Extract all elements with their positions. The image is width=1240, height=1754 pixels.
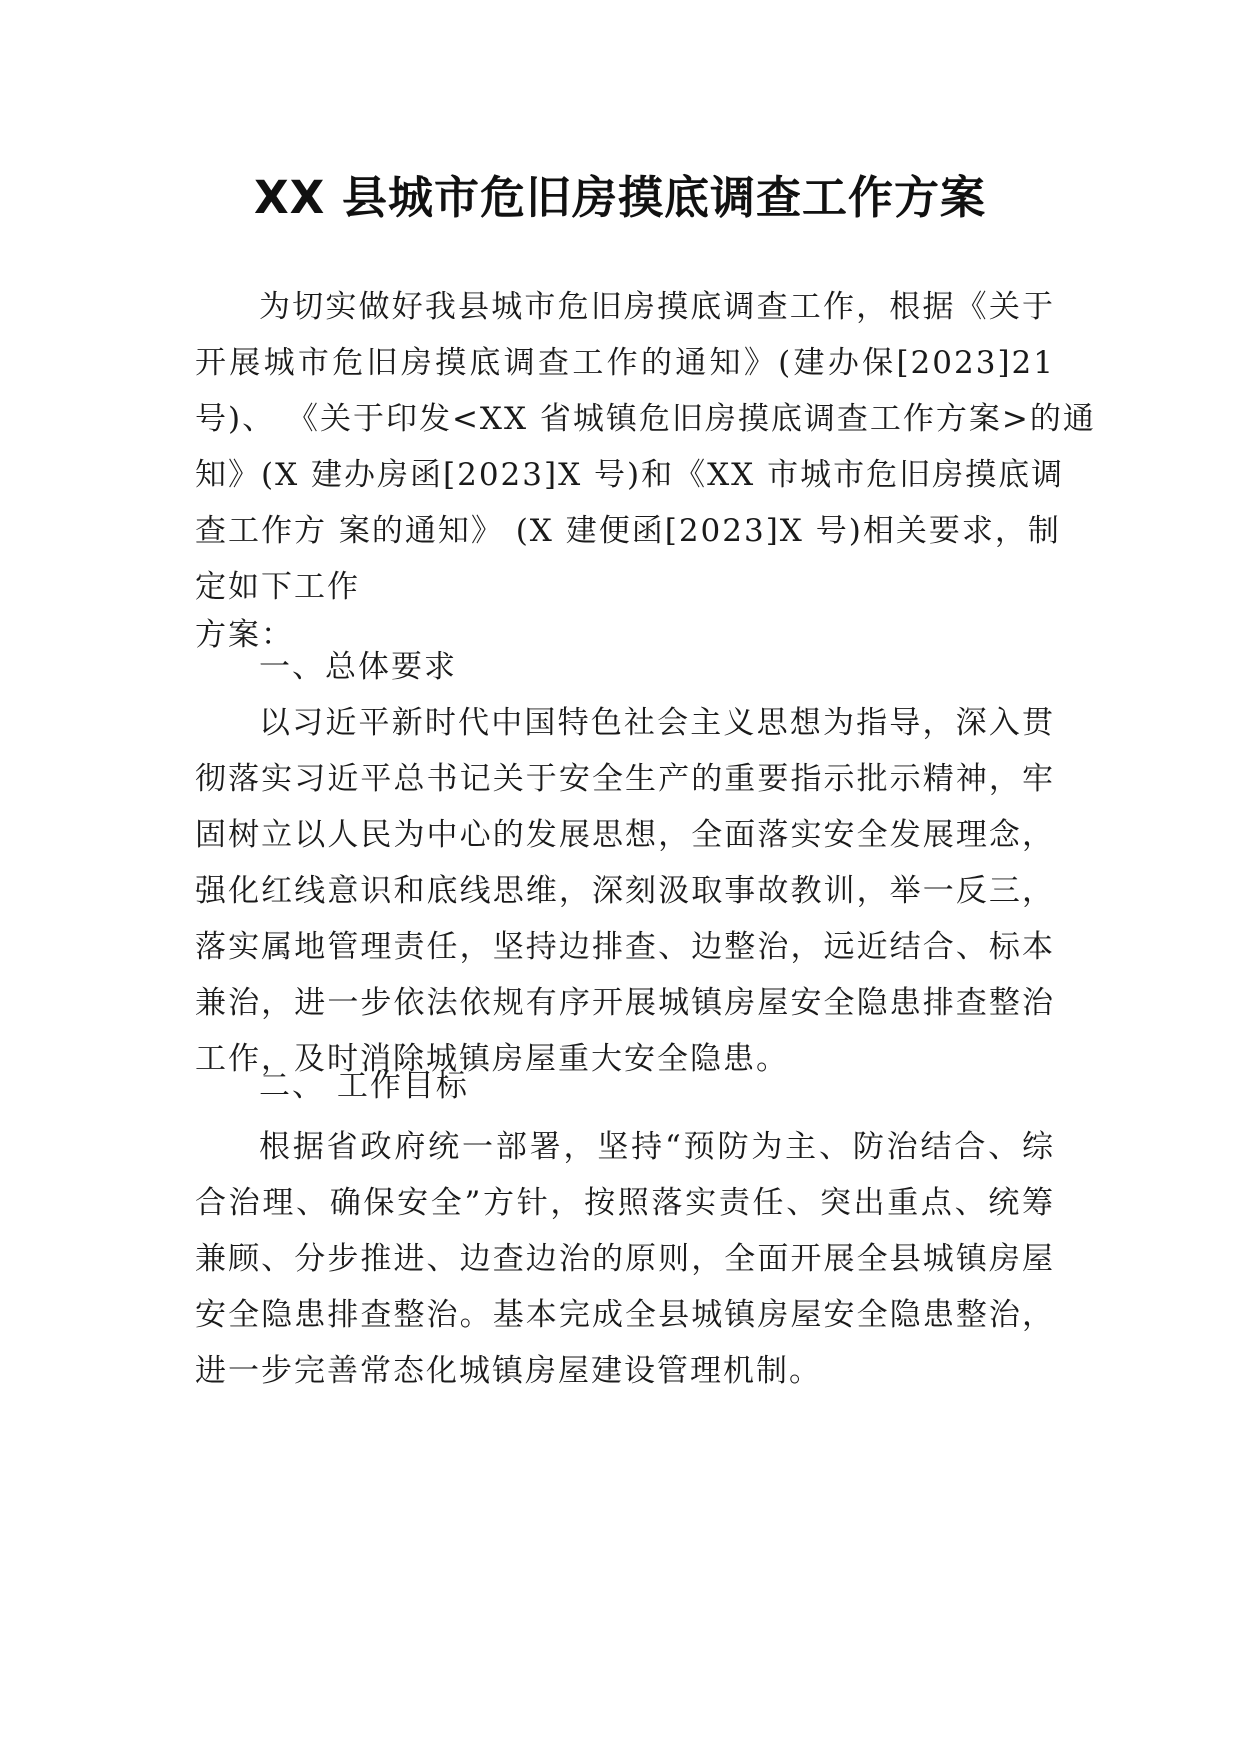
intro-line: 方案：	[195, 617, 294, 653]
section-heading: 一、总体要求	[259, 649, 457, 685]
paragraph-line: 兼治，进一步依法依规有序开展城镇房屋安全隐患排查整治	[195, 985, 1055, 1021]
paragraph-line: 强化红线意识和底线思维，深刻汲取事故教训，举一反三，	[195, 873, 1055, 909]
paragraph-line: 安全隐患排查整治。基本完成全县城镇房屋安全隐患整治，	[195, 1297, 1055, 1333]
section2-heading	[195, 1058, 1055, 1114]
document-title: XX 县城市危旧房摸底调查工作方案	[253, 171, 987, 224]
paragraph-line: 进一步完善常态化城镇房屋建设管理机制。	[195, 1353, 822, 1389]
paragraph-line: 固树立以人民为中心的发展思想，全面落实安全发展理念，	[195, 817, 1055, 853]
intro-paragraph	[195, 279, 1096, 663]
intro-line: 定如下工作	[195, 569, 360, 605]
intro-line: 开展城市危旧房摸底调查工作的通知》(建办保[2023]21	[195, 345, 1055, 381]
paragraph-line: 彻落实习近平总书记关于安全生产的重要指示批示精神，牢	[195, 761, 1055, 797]
paragraph-line: 根据省政府统一部署，坚持“预防为主、防治结合、综	[259, 1129, 1055, 1165]
section1-heading	[195, 639, 1055, 695]
intro-line: 号)、 《关于印发<XX 省城镇危旧房摸底调查工作方案>的通	[195, 401, 1096, 437]
intro-line: 查工作方 案的通知》 (X 建便函[2023]X 号)相关要求，制	[195, 513, 1061, 549]
paragraph-line: 合治理、确保安全”方针，按照落实责任、突出重点、统筹	[195, 1185, 1055, 1221]
section2-paragraph	[195, 1119, 1055, 1399]
section-heading: 二、 工作目标	[259, 1068, 469, 1104]
paragraph-line: 兼顾、分步推进、边查边治的原则，全面开展全县城镇房屋	[195, 1241, 1055, 1277]
intro-line: 知》(X 建办房函[2023]X 号)和《XX 市城市危旧房摸底调	[195, 457, 1065, 493]
section1-paragraph	[195, 695, 1055, 1087]
intro-line: 为切实做好我县城市危旧房摸底调查工作，根据《关于	[259, 289, 1055, 325]
paragraph-line: 工作，及时消除城镇房屋重大安全隐患。	[195, 1041, 789, 1077]
paragraph-line: 以习近平新时代中国特色社会主义思想为指导，深入贯	[259, 705, 1055, 741]
paragraph-line: 落实属地管理责任，坚持边排查、边整治，远近结合、标本	[195, 929, 1055, 965]
